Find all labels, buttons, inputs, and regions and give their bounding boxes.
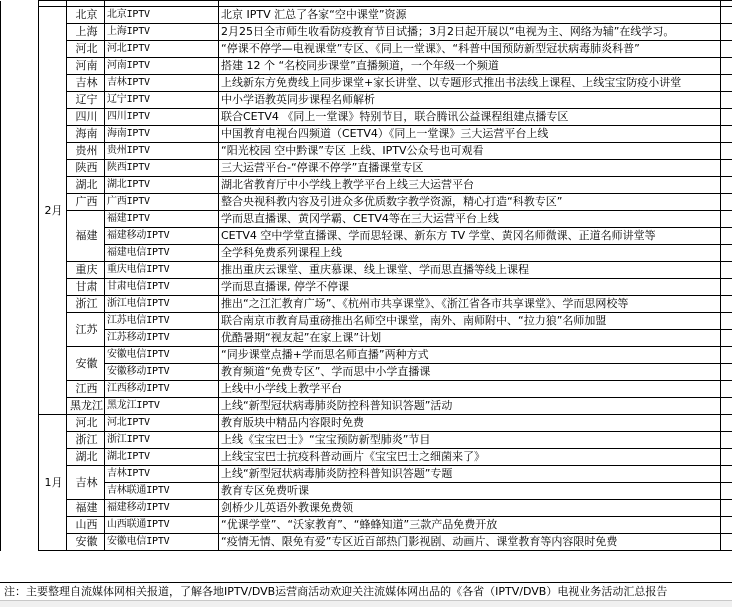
platform-cell[interactable]: 安徽移动IPTV [105,364,219,381]
region-cell[interactable]: 上海 [67,24,105,41]
table-row [1,24,732,41]
edge-cell[interactable] [721,194,732,211]
platform-cell[interactable]: 四川IPTV [105,109,219,126]
content-cell[interactable]: 推出“之江汇教育广场”、《杭州市共享课堂》、《浙江省各市共享课堂》、学而思网校等 [219,296,721,313]
table-row [1,347,732,364]
gap-cell[interactable] [1,194,39,211]
content-cell[interactable]: “阳光校园 空中黔课”专区 上线、IPTV公众号也可观看 [219,143,721,160]
platform-cell[interactable]: 福建移动IPTV [105,500,219,517]
region-cell[interactable]: 陕西 [67,160,105,177]
platform-cell[interactable]: 贵州IPTV [105,143,219,160]
content-cell[interactable]: 整合央视科教内容及引进众多优质数字教学资源，精心打造“科教专区” [219,194,721,211]
edge-cell[interactable] [721,262,732,279]
region-cell[interactable]: 吉林 [67,466,105,500]
edge-cell[interactable] [721,347,732,364]
table-row [1,330,732,347]
table-row [1,279,732,296]
edge-cell[interactable] [721,211,732,228]
gap-cell[interactable] [1,160,39,177]
edge-cell[interactable] [721,58,732,75]
gap-cell[interactable] [1,143,39,160]
platform-cell[interactable]: 浙江电信IPTV [105,296,219,313]
region-cell[interactable]: 贵州 [67,143,105,160]
table-row [1,262,732,279]
region-cell[interactable]: 湖北 [67,177,105,194]
edge-cell[interactable] [721,126,732,143]
content-cell[interactable]: “优课学堂”、“沃家教育”、“蜂蜂知道”三款产品免费开放 [219,517,721,534]
table-row [1,245,732,262]
region-cell[interactable]: 浙江 [67,432,105,449]
edge-cell[interactable] [721,398,732,415]
gap-cell[interactable] [1,245,39,262]
region-cell[interactable]: 四川 [67,109,105,126]
edge-cell[interactable] [721,330,732,347]
edge-cell[interactable] [721,483,732,500]
platform-cell[interactable]: 安徽电信IPTV [105,347,219,364]
region-cell[interactable]: 辽宁 [67,92,105,109]
gap-cell[interactable] [1,92,39,109]
platform-cell[interactable]: 福建IPTV [105,211,219,228]
platform-cell[interactable]: 吉林联通IPTV [105,483,219,500]
content-cell[interactable]: 联合南京市教育局重磅推出名师空中课堂，南外、南师附中、“拉力狼”名师加盟 [219,313,721,330]
gap-cell[interactable] [1,330,39,347]
edge-cell[interactable] [721,415,732,432]
platform-cell[interactable]: 浙江IPTV [105,432,219,449]
region-cell[interactable]: 安徽 [67,347,105,381]
platform-cell[interactable]: 北京IPTV [105,7,219,24]
gap-cell[interactable] [1,483,39,500]
table-row [1,58,732,75]
table-row [1,381,732,398]
platform-cell[interactable]: 安徽电信IPTV [105,534,219,551]
region-cell[interactable]: 黑龙江 [67,398,105,415]
edge-cell[interactable] [721,41,732,58]
gap-cell[interactable] [1,24,39,41]
content-cell[interactable]: 北京 IPTV 汇总了各家“空中课堂”资源 [219,7,721,24]
content-cell[interactable]: 学而思直播课、黄冈学霸、CETV4等在三大运营平台上线 [219,211,721,228]
edge-cell[interactable] [721,160,732,177]
table-row [1,194,732,211]
content-cell[interactable]: 上线“新型冠状病毒肺炎防控科普知识答题”专题 [219,466,721,483]
edge-cell[interactable] [721,75,732,92]
platform-cell[interactable]: 湖北IPTV [105,449,219,466]
platform-cell[interactable]: 甘肃电信IPTV [105,279,219,296]
region-cell[interactable]: 河南 [67,58,105,75]
gap-cell[interactable] [1,296,39,313]
gap-cell[interactable] [1,432,39,449]
platform-cell[interactable]: 吉林IPTV [105,466,219,483]
edge-cell[interactable] [721,228,732,245]
platform-cell[interactable]: 陕西IPTV [105,160,219,177]
region-cell[interactable]: 江苏 [67,313,105,347]
edge-cell[interactable] [721,432,732,449]
month-cell-feb[interactable]: 2月 [39,7,67,415]
gap-cell[interactable] [1,466,39,483]
content-cell[interactable]: 推出重庆云课堂、重庆慕课、线上课堂、学而思直播等线上课程 [219,262,721,279]
table-row [1,398,732,415]
table-row [1,211,732,228]
content-cell[interactable]: “停课不停学—电视课堂”专区、《同上一堂课》、“科普中国预防新型冠状病毒肺炎科普” [219,41,721,58]
content-cell[interactable]: 上线中小学线上教学平台 [219,381,721,398]
edge-cell[interactable] [721,109,732,126]
edge-cell[interactable] [721,245,732,262]
edge-cell[interactable] [721,313,732,330]
content-cell[interactable]: 上线“新型冠状病毒肺炎防控科普知识答题”活动 [219,398,721,415]
gap-cell[interactable] [1,177,39,194]
edge-cell[interactable] [721,517,732,534]
platform-cell[interactable]: 重庆电信IPTV [105,262,219,279]
table-row [1,364,732,381]
gap-cell[interactable] [1,534,39,551]
platform-cell[interactable]: 河南IPTV [105,58,219,75]
platform-cell[interactable]: 上海IPTV [105,24,219,41]
table-row [1,228,732,245]
table-row [1,126,732,143]
region-cell[interactable]: 湖北 [67,449,105,466]
table-row [1,500,732,517]
content-cell[interactable]: 上线新东方免费线上同步课堂+家长讲堂、以专题形式推出书法线上课程、上线宝宝防疫小讲堂 [219,75,721,92]
platform-cell[interactable]: 河北IPTV [105,41,219,58]
table-row [1,466,732,483]
content-cell[interactable]: 优酷暑期“视友起”在家上课”计划 [219,330,721,347]
edge-cell[interactable] [721,466,732,483]
table-row [1,313,732,330]
content-cell[interactable]: 学而思直播课, 停学不停课 [219,279,721,296]
table-row [1,7,732,24]
month-cell-jan[interactable]: 1月 [39,415,67,551]
region-cell[interactable]: 山西 [67,517,105,534]
gap-cell[interactable] [1,7,39,24]
table-row [1,143,732,160]
region-cell[interactable]: 浙江 [67,296,105,313]
gap-cell[interactable] [1,228,39,245]
table-row [1,160,732,177]
table-row [1,75,732,92]
platform-cell[interactable]: 广西IPTV [105,194,219,211]
gap-cell[interactable] [1,41,39,58]
gap-cell[interactable] [1,415,39,432]
region-cell[interactable]: 河北 [67,415,105,432]
content-cell[interactable]: 教育专区免费听课 [219,483,721,500]
gap-cell[interactable] [1,279,39,296]
platform-cell[interactable]: 江西移动IPTV [105,381,219,398]
gap-cell[interactable] [1,364,39,381]
gap-cell[interactable] [1,313,39,330]
gap-cell[interactable] [1,75,39,92]
platform-cell[interactable]: 海南IPTV [105,126,219,143]
content-cell[interactable]: 三大运营平台-“停课不停学”直播课堂专区 [219,160,721,177]
gap-cell[interactable] [1,449,39,466]
gap-cell[interactable] [1,262,39,279]
platform-cell[interactable]: 福建电信IPTV [105,245,219,262]
edge-cell[interactable] [721,279,732,296]
platform-cell[interactable]: 福建移动IPTV [105,228,219,245]
content-cell[interactable]: 2月25日全市师生收看防疫教育节目试播；3月2日起开展以“电视为主、网络为辅”在线学习。 [219,24,721,41]
region-cell[interactable]: 河北 [67,41,105,58]
gap-cell[interactable] [1,381,39,398]
content-cell[interactable]: 全学科免费系列课程上线 [219,245,721,262]
gap-cell[interactable] [1,211,39,228]
gap-cell[interactable] [1,500,39,517]
content-cell[interactable]: “同步课堂点播+学而思名师直播”两种方式 [219,347,721,364]
gap-cell[interactable] [1,58,39,75]
gap-cell[interactable] [1,398,39,415]
edge-cell[interactable] [721,92,732,109]
table-row [1,296,732,313]
platform-cell[interactable]: 吉林IPTV [105,75,219,92]
content-cell[interactable]: “疫情无情、限免有爱”专区近百部热门影视剧、动画片、课堂教育等内容限时免费 [219,534,721,551]
content-cell[interactable]: 联合CETV4 《同上一堂课》特别节目，联合腾讯公益课程组建点播专区 [219,109,721,126]
table-row [1,92,732,109]
gap-cell[interactable] [1,109,39,126]
platform-cell[interactable]: 山西联通IPTV [105,517,219,534]
edge-cell[interactable] [721,143,732,160]
edge-cell[interactable] [721,7,732,24]
gap-cell[interactable] [1,347,39,364]
table-row [1,483,732,500]
platform-cell[interactable]: 黑龙江IPTV [105,398,219,415]
platform-cell[interactable]: 江苏移动IPTV [105,330,219,347]
edge-cell[interactable] [721,24,732,41]
platform-cell[interactable]: 湖北IPTV [105,177,219,194]
gap-cell[interactable] [1,517,39,534]
region-cell[interactable]: 广西 [67,194,105,211]
content-cell[interactable]: 剑桥少儿英语外教课免费领 [219,500,721,517]
region-cell[interactable]: 福建 [67,500,105,517]
table-row [1,449,732,466]
edge-cell[interactable] [721,296,732,313]
table-row [1,109,732,126]
table-row [1,534,732,551]
content-cell[interactable]: 教育版块中精品内容限时免费 [219,415,721,432]
edge-cell[interactable] [721,449,732,466]
table-row [1,41,732,58]
edge-cell[interactable] [721,364,732,381]
footer-note: 注：主要整理自流媒体网相关报道，了解各地IPTV/DVB运营商活动欢迎关注流媒体网出品的《各省（IPTV/DVB）电视业务活动汇总报告 [0,582,732,600]
region-cell[interactable]: 江西 [67,381,105,398]
region-cell[interactable]: 吉林 [67,75,105,92]
content-cell[interactable]: 中小学语教英同步课程名师解析 [219,92,721,109]
region-cell[interactable]: 北京 [67,7,105,24]
content-cell[interactable]: 搭建 12 个 “名校同步课堂”直播频道，一个年级一个频道 [219,58,721,75]
table-row [1,177,732,194]
region-cell[interactable]: 甘肃 [67,279,105,296]
region-cell[interactable]: 安徽 [67,534,105,551]
content-cell[interactable]: 上线宝宝巴士抗疫科普动画片《宝宝巴士之细菌来了》 [219,449,721,466]
edge-cell[interactable] [721,500,732,517]
platform-cell[interactable]: 河北IPTV [105,415,219,432]
content-cell[interactable]: CETV4 空中学堂直播课、学而思轻课、新东方 TV 学堂、黄冈名师微课、正道名师讲堂等 [219,228,721,245]
content-cell[interactable]: 湖北省教育厅中小学线上教学平台上线三大运营平台 [219,177,721,194]
content-cell[interactable]: 上线《宝宝巴士》“宝宝预防新型肺炎”节目 [219,432,721,449]
platform-cell[interactable]: 辽宁IPTV [105,92,219,109]
region-cell[interactable]: 福建 [67,211,105,262]
region-cell[interactable]: 重庆 [67,262,105,279]
content-cell[interactable]: 教育频道“免费专区”、学而思中小学直播课 [219,364,721,381]
table-row [1,432,732,449]
platform-cell[interactable]: 江苏电信IPTV [105,313,219,330]
edge-cell[interactable] [721,381,732,398]
region-cell[interactable]: 海南 [67,126,105,143]
table-row [1,415,732,432]
edge-cell[interactable] [721,177,732,194]
gap-cell[interactable] [1,126,39,143]
content-cell[interactable]: 中国教育电视台四频道（CETV4）《同上一堂课》三大运营平台上线 [219,126,721,143]
edge-cell[interactable] [721,534,732,551]
table-row [1,517,732,534]
